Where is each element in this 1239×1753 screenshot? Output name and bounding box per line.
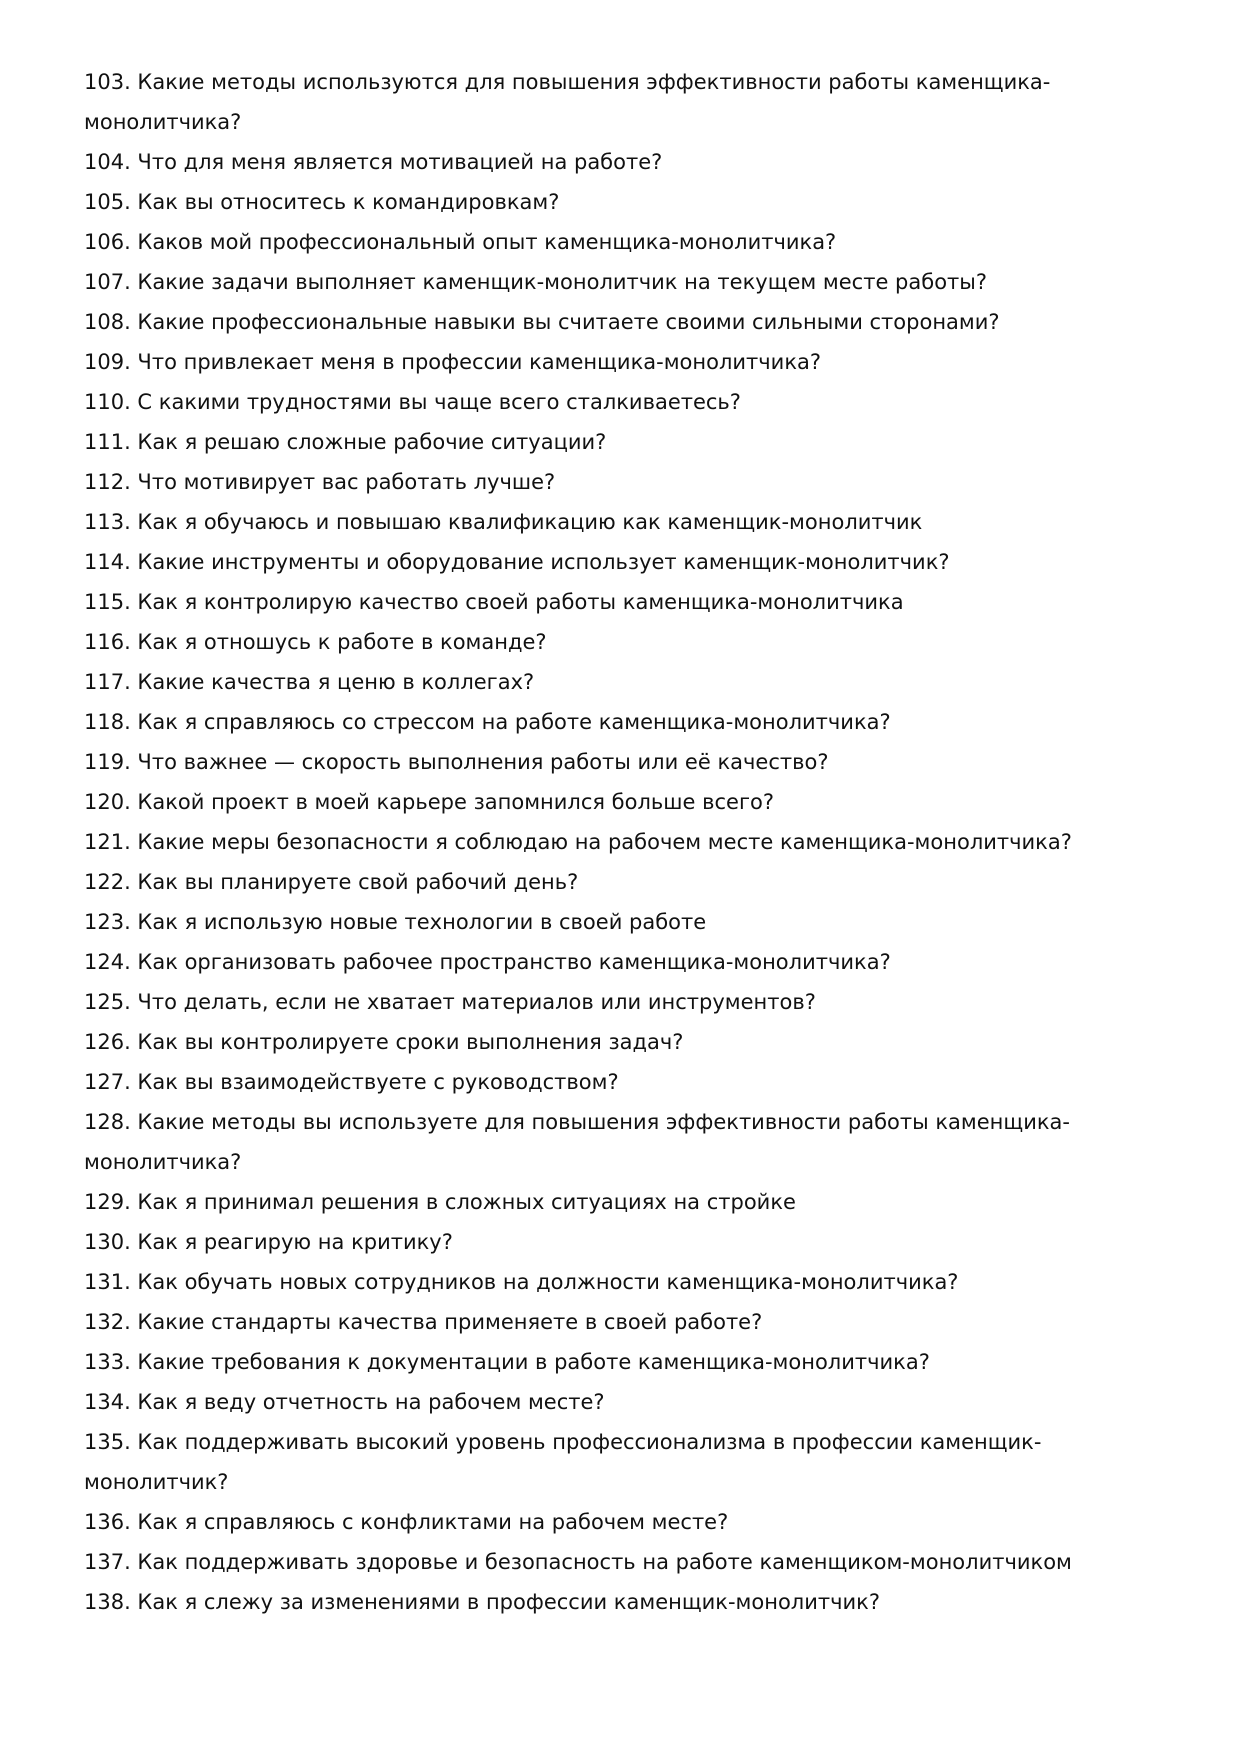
document-page (84, 62, 1164, 1622)
list-item: 123. Как я использую новые технологии в своей работе (84, 910, 707, 934)
list-item: 130. Как я реагирую на критику? (84, 1230, 453, 1254)
list-item: 114. Какие инструменты и оборудование использует каменщик-монолитчик? (84, 550, 950, 574)
list-item: 127. Как вы взаимодействуете с руководством? (84, 1070, 619, 1094)
list-item: 132. Какие стандарты качества применяете в своей работе? (84, 1310, 763, 1334)
list-item: 137. Как поддерживать здоровье и безопасность на работе каменщиком-монолитчиком (84, 1550, 1072, 1574)
list-item: 120. Какой проект в моей карьере запомнился больше всего? (84, 790, 774, 814)
list-item: 138. Как я слежу за изменениями в профессии каменщик-монолитчик? (84, 1590, 880, 1614)
list-item: 128. Какие методы вы используете для повышения эффективности работы каменщика-монолитчика? (84, 1110, 1070, 1174)
list-item: 106. Каков мой профессиональный опыт каменщика-монолитчика? (84, 230, 837, 254)
list-item: 117. Какие качества я ценю в коллегах? (84, 670, 535, 694)
list-item: 107. Какие задачи выполняет каменщик-монолитчик на текущем месте работы? (84, 270, 988, 294)
list-item: 104. Что для меня является мотивацией на работе? (84, 150, 663, 174)
list-item: 134. Как я веду отчетность на рабочем месте? (84, 1390, 605, 1414)
list-item: 118. Как я справляюсь со стрессом на работе каменщика-монолитчика? (84, 710, 891, 734)
list-item: 105. Как вы относитесь к командировкам? (84, 190, 560, 214)
list-item: 121. Какие меры безопасности я соблюдаю на рабочем месте каменщика-монолитчика? (84, 830, 1072, 854)
list-item: 124. Как организовать рабочее пространство каменщика-монолитчика? (84, 950, 891, 974)
list-item: 135. Как поддерживать высокий уровень профессионализма в профессии каменщик-монолитчик? (84, 1430, 1042, 1494)
question-list (84, 62, 1164, 1622)
list-item: 115. Как я контролирую качество своей работы каменщика-монолитчика (84, 590, 904, 614)
list-item: 103. Какие методы используются для повышения эффективности работы каменщика-монолитчика? (84, 70, 1051, 134)
list-item: 133. Какие требования к документации в работе каменщика-монолитчика? (84, 1350, 930, 1374)
list-item: 131. Как обучать новых сотрудников на должности каменщика-монолитчика? (84, 1270, 959, 1294)
list-item: 126. Как вы контролируете сроки выполнения задач? (84, 1030, 684, 1054)
list-item: 119. Что важнее — скорость выполнения работы или её качество? (84, 750, 829, 774)
list-item: 116. Как я отношусь к работе в команде? (84, 630, 547, 654)
list-item: 113. Как я обучаюсь и повышаю квалификацию как каменщик-монолитчик (84, 510, 923, 534)
list-item: 136. Как я справляюсь с конфликтами на рабочем месте? (84, 1510, 729, 1534)
list-item: 112. Что мотивирует вас работать лучше? (84, 470, 556, 494)
list-item: 122. Как вы планируете свой рабочий день? (84, 870, 579, 894)
list-item: 109. Что привлекает меня в профессии каменщика-монолитчика? (84, 350, 822, 374)
list-item: 108. Какие профессиональные навыки вы считаете своими сильными сторонами? (84, 310, 1000, 334)
list-item: 111. Как я решаю сложные рабочие ситуации? (84, 430, 607, 454)
list-item: 129. Как я принимал решения в сложных ситуациях на стройке (84, 1190, 796, 1214)
list-item: 125. Что делать, если не хватает материалов или инструментов? (84, 990, 816, 1014)
list-item: 110. С какими трудностями вы чаще всего сталкиваетесь? (84, 390, 741, 414)
